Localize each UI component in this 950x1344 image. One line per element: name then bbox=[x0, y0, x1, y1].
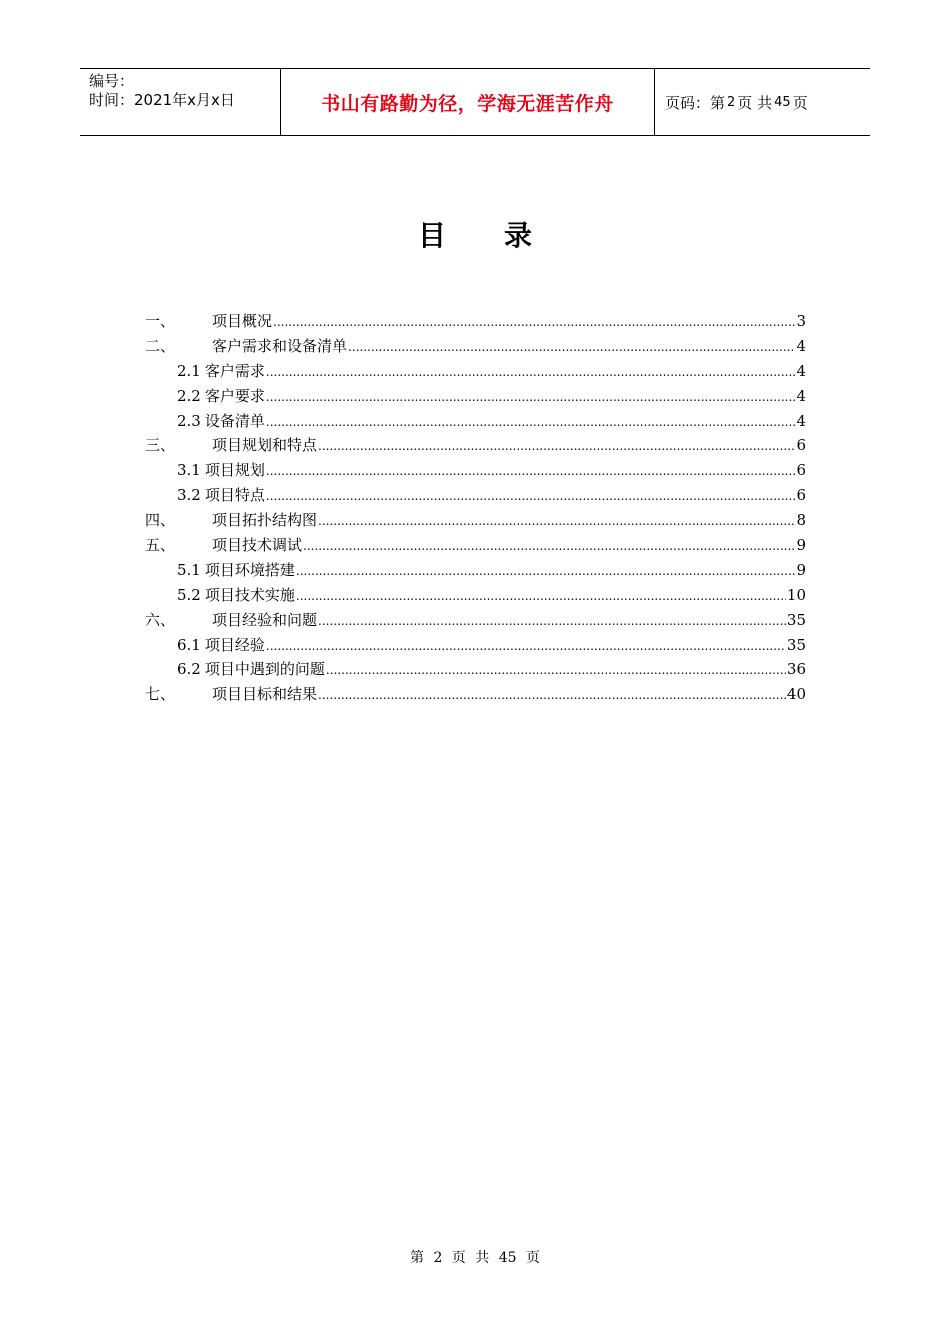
toc-entry[interactable] bbox=[145, 608, 806, 633]
toc-entry-page: 8 bbox=[796, 511, 806, 530]
toc-entry[interactable] bbox=[145, 384, 806, 409]
toc-entry-label: 项目规划 bbox=[204, 461, 265, 480]
toc-entry-label: 项目概况 bbox=[212, 312, 273, 330]
toc-leader-dots bbox=[303, 534, 795, 559]
toc-entry-page: 9 bbox=[796, 536, 806, 555]
header-motto: 书山有路勤为径，学海无涯苦作舟 bbox=[321, 92, 614, 115]
toc-entry-page: 6 bbox=[796, 461, 806, 480]
toc-entry-label: 项目经验 bbox=[204, 635, 265, 654]
toc-entry[interactable] bbox=[145, 458, 806, 483]
toc-leader-dots bbox=[326, 658, 786, 683]
header-page-cell bbox=[655, 69, 870, 135]
toc-entry-page: 6 bbox=[796, 436, 806, 455]
toc-entry-page: 35 bbox=[786, 610, 806, 629]
header-meta-cell bbox=[80, 69, 281, 135]
page-footer: 第 2 页 共 45 页 bbox=[410, 1250, 540, 1266]
toc-entry-page: 36 bbox=[786, 660, 806, 679]
toc-entry-number: 一、 bbox=[145, 312, 176, 330]
toc-entry-label: 项目技术实施 bbox=[204, 585, 295, 604]
toc-entry-page: 4 bbox=[796, 336, 806, 355]
page-header bbox=[80, 68, 870, 136]
toc-entry-number: 三、 bbox=[145, 436, 176, 455]
toc-entry-number: 五、 bbox=[145, 536, 176, 555]
toc-entry[interactable] bbox=[145, 558, 806, 583]
table-of-contents bbox=[145, 309, 806, 707]
document-number-label: 编号： bbox=[89, 72, 135, 90]
toc-entry-page: 40 bbox=[786, 685, 806, 704]
toc-entry-label: 项目经验和问题 bbox=[212, 610, 318, 629]
toc-leader-dots bbox=[296, 559, 796, 584]
toc-leader-dots bbox=[318, 683, 786, 708]
toc-entry-number: 2.1 bbox=[177, 361, 201, 380]
toc-leader-dots bbox=[273, 310, 795, 335]
toc-entry[interactable] bbox=[145, 483, 806, 508]
page-total: 45 bbox=[774, 94, 791, 110]
toc-entry-label: 设备清单 bbox=[204, 411, 265, 430]
toc-leader-dots bbox=[318, 609, 786, 634]
toc-entry-number: 3.2 bbox=[177, 486, 201, 505]
toc-entry[interactable] bbox=[145, 657, 806, 682]
toc-leader-dots bbox=[266, 385, 796, 410]
toc-entry[interactable] bbox=[145, 433, 806, 458]
toc-entry-number: 5.1 bbox=[177, 560, 201, 579]
toc-entry-page: 4 bbox=[796, 386, 806, 405]
page-current: 2 bbox=[727, 94, 736, 110]
toc-entry-page: 10 bbox=[786, 585, 806, 604]
toc-leader-dots bbox=[266, 634, 786, 659]
title-char-1: 目 bbox=[417, 219, 446, 252]
toc-entry-label: 项目特点 bbox=[204, 486, 265, 505]
toc-leader-dots bbox=[318, 509, 795, 534]
toc-entry-number: 6.2 bbox=[177, 660, 201, 679]
toc-leader-dots bbox=[266, 459, 796, 484]
toc-entry-page: 6 bbox=[796, 486, 806, 505]
toc-entry-number: 3.1 bbox=[177, 461, 201, 480]
toc-leader-dots bbox=[296, 584, 786, 609]
toc-entry-number: 5.2 bbox=[177, 585, 201, 604]
toc-leader-dots bbox=[266, 484, 796, 509]
toc-entry-label: 项目环境搭建 bbox=[204, 560, 295, 579]
toc-leader-dots bbox=[318, 434, 795, 459]
toc-entry[interactable] bbox=[145, 309, 806, 334]
toc-entry-label: 客户需求和设备清单 bbox=[212, 336, 348, 355]
toc-entry[interactable] bbox=[145, 508, 806, 533]
page-mid: 页 共 bbox=[737, 93, 773, 112]
toc-entry-label: 项目拓扑结构图 bbox=[212, 511, 318, 530]
page-title bbox=[0, 214, 950, 254]
toc-leader-dots bbox=[266, 410, 796, 435]
page-suffix: 页 bbox=[792, 93, 808, 112]
toc-entry-label: 项目规划和特点 bbox=[212, 436, 318, 455]
toc-entry-label: 项目目标和结果 bbox=[212, 685, 318, 704]
toc-entry[interactable] bbox=[145, 359, 806, 384]
toc-entry-number: 二、 bbox=[145, 336, 176, 355]
toc-entry-page: 35 bbox=[786, 635, 806, 654]
toc-entry-label: 客户要求 bbox=[204, 386, 265, 405]
toc-entry[interactable] bbox=[145, 682, 806, 707]
toc-entry[interactable] bbox=[145, 334, 806, 359]
toc-entry-page: 3 bbox=[796, 312, 806, 330]
toc-entry-number: 2.3 bbox=[177, 411, 201, 430]
toc-entry-page: 4 bbox=[796, 361, 806, 380]
toc-entry[interactable] bbox=[145, 583, 806, 608]
toc-entry-number: 四、 bbox=[145, 511, 176, 530]
toc-entry-label: 客户需求 bbox=[204, 361, 265, 380]
toc-entry[interactable] bbox=[145, 409, 806, 434]
header-motto-cell bbox=[281, 69, 655, 135]
toc-entry-number: 6.1 bbox=[177, 635, 201, 654]
toc-entry-page: 4 bbox=[796, 411, 806, 430]
toc-entry-number: 七、 bbox=[145, 685, 176, 704]
page-prefix: 页码：第 bbox=[665, 93, 726, 112]
toc-entry-label: 项目技术调试 bbox=[212, 536, 303, 555]
title-char-2: 录 bbox=[504, 219, 533, 252]
toc-entry-page: 9 bbox=[796, 560, 806, 579]
toc-entry[interactable] bbox=[145, 533, 806, 558]
toc-leader-dots bbox=[348, 335, 795, 360]
toc-leader-dots bbox=[266, 360, 796, 385]
toc-entry-number: 六、 bbox=[145, 610, 176, 629]
toc-entry-number: 2.2 bbox=[177, 386, 201, 405]
toc-entry-label: 项目中遇到的问题 bbox=[204, 660, 325, 679]
toc-entry[interactable] bbox=[145, 633, 806, 658]
document-time-label: 时间：2021年x月x日 bbox=[89, 91, 235, 109]
